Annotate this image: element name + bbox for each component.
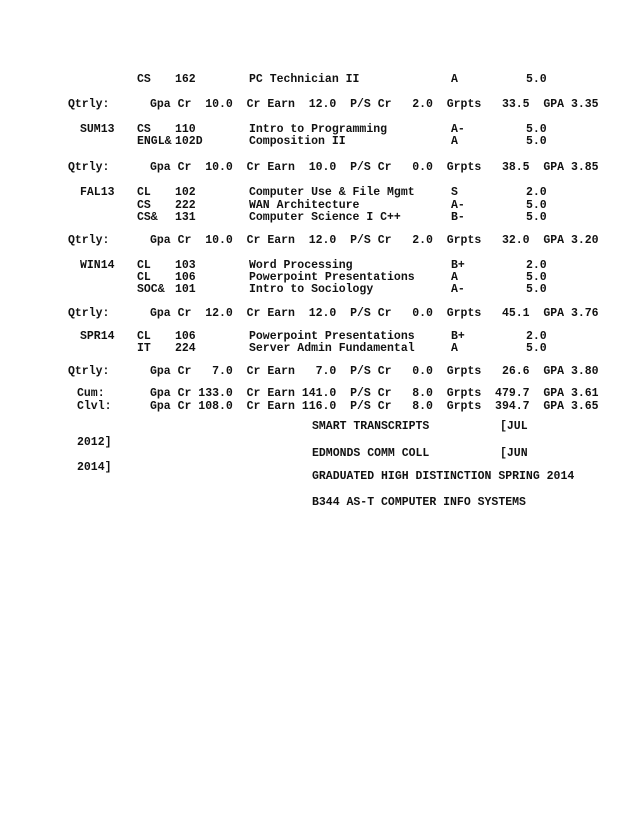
course-dept: CL — [137, 259, 151, 272]
summary-values: Gpa Cr 12.0 Cr Earn 12.0 P/S Cr 0.0 Grpts 45.1 GPA 3.76 — [150, 307, 599, 320]
course-dept: CS& — [137, 211, 158, 224]
course-credits: 5.0 — [526, 199, 547, 212]
source-date-start: [JUN — [500, 447, 528, 460]
course-number: 224 — [175, 342, 196, 355]
course-number: 222 — [175, 199, 196, 212]
course-grade: A- — [451, 199, 465, 212]
summary-label: Qtrly: — [68, 365, 110, 378]
summary-label: Qtrly: — [68, 161, 110, 174]
course-number: 106 — [175, 330, 196, 343]
source-row — [0, 419, 638, 435]
course-title: Powerpoint Presentations — [249, 330, 415, 343]
totals-label: Cum: — [77, 387, 105, 400]
course-row — [0, 282, 638, 298]
course-grade: B- — [451, 211, 465, 224]
course-title: Composition II — [249, 135, 346, 148]
course-title: PC Technician II — [249, 73, 360, 86]
source-name: EDMONDS COMM COLL — [312, 447, 430, 460]
course-title: Intro to Programming — [249, 123, 388, 136]
course-dept: SOC& — [137, 283, 165, 296]
course-credits: 5.0 — [526, 283, 547, 296]
course-number: 106 — [175, 271, 196, 284]
course-dept: CL — [137, 330, 151, 343]
course-dept: IT — [137, 342, 151, 355]
course-grade: A — [451, 73, 458, 86]
quarterly-summary-row — [0, 306, 638, 322]
course-number: 110 — [175, 123, 196, 136]
course-number: 102 — [175, 186, 196, 199]
course-grade: A- — [451, 283, 465, 296]
course-title: Word Processing — [249, 259, 353, 272]
summary-label: Qtrly: — [68, 98, 110, 111]
summary-label: Qtrly: — [68, 234, 110, 247]
summary-values: Gpa Cr 10.0 Cr Earn 12.0 P/S Cr 2.0 Grpts 33.5 GPA 3.35 — [150, 98, 599, 111]
course-title: Server Admin Fundamental — [249, 342, 415, 355]
summary-values: Gpa Cr 10.0 Cr Earn 12.0 P/S Cr 2.0 Grpts 32.0 GPA 3.20 — [150, 234, 599, 247]
quarterly-summary-row — [0, 160, 638, 176]
course-grade: B+ — [451, 259, 465, 272]
course-dept: CS — [137, 199, 151, 212]
course-title: Computer Science I C++ — [249, 211, 401, 224]
course-grade: A — [451, 271, 458, 284]
source-date-end: 2014] — [77, 461, 112, 474]
transcript-note — [0, 495, 638, 511]
course-number: 102D — [175, 135, 203, 148]
course-title: Computer Use & File Mgmt — [249, 186, 415, 199]
transcript-note — [0, 469, 638, 485]
course-credits: 5.0 — [526, 271, 547, 284]
course-number: 131 — [175, 211, 196, 224]
course-dept: CL — [137, 271, 151, 284]
note-text: B344 AS-T COMPUTER INFO SYSTEMS — [312, 496, 526, 509]
cumulative-summary-row — [0, 399, 638, 415]
course-credits: 2.0 — [526, 330, 547, 343]
totals-values: Gpa Cr 133.0 Cr Earn 141.0 P/S Cr 8.0 Grpts 479.7 GPA 3.61 — [150, 387, 599, 400]
summary-values: Gpa Cr 10.0 Cr Earn 10.0 P/S Cr 0.0 Grpts 38.5 GPA 3.85 — [150, 161, 599, 174]
course-dept: CS — [137, 123, 151, 136]
course-grade: B+ — [451, 330, 465, 343]
quarterly-summary-row — [0, 364, 638, 380]
source-name: SMART TRANSCRIPTS — [312, 420, 430, 433]
term-name: SPR14 — [80, 330, 115, 343]
course-credits: 2.0 — [526, 259, 547, 272]
course-row — [0, 72, 638, 88]
course-title: Powerpoint Presentations — [249, 271, 415, 284]
course-number: 162 — [175, 73, 196, 86]
course-row — [0, 210, 638, 226]
course-grade: A- — [451, 123, 465, 136]
note-text: GRADUATED HIGH DISTINCTION SPRING 2014 — [312, 470, 575, 483]
course-credits: 5.0 — [526, 211, 547, 224]
term-name: SUM13 — [80, 123, 115, 136]
course-dept: CS — [137, 73, 151, 86]
course-row — [0, 134, 638, 150]
course-grade: S — [451, 186, 458, 199]
source-date-end: 2012] — [77, 436, 112, 449]
course-credits: 5.0 — [526, 135, 547, 148]
source-date-start: [JUL — [500, 420, 528, 433]
course-title: Intro to Sociology — [249, 283, 374, 296]
course-dept: CL — [137, 186, 151, 199]
quarterly-summary-row — [0, 97, 638, 113]
course-number: 103 — [175, 259, 196, 272]
term-name: WIN14 — [80, 259, 115, 272]
summary-values: Gpa Cr 7.0 Cr Earn 7.0 P/S Cr 0.0 Grpts 26.6 GPA 3.80 — [150, 365, 599, 378]
course-title: WAN Architecture — [249, 199, 360, 212]
totals-label: Clvl: — [77, 400, 112, 413]
course-row — [0, 341, 638, 357]
term-name: FAL13 — [80, 186, 115, 199]
course-credits: 5.0 — [526, 123, 547, 136]
course-number: 101 — [175, 283, 196, 296]
course-grade: A — [451, 135, 458, 148]
quarterly-summary-row — [0, 233, 638, 249]
course-credits: 5.0 — [526, 342, 547, 355]
course-credits: 5.0 — [526, 73, 547, 86]
course-dept: ENGL& — [137, 135, 172, 148]
course-credits: 2.0 — [526, 186, 547, 199]
course-grade: A — [451, 342, 458, 355]
totals-values: Gpa Cr 108.0 Cr Earn 116.0 P/S Cr 8.0 Grpts 394.7 GPA 3.65 — [150, 400, 599, 413]
summary-label: Qtrly: — [68, 307, 110, 320]
